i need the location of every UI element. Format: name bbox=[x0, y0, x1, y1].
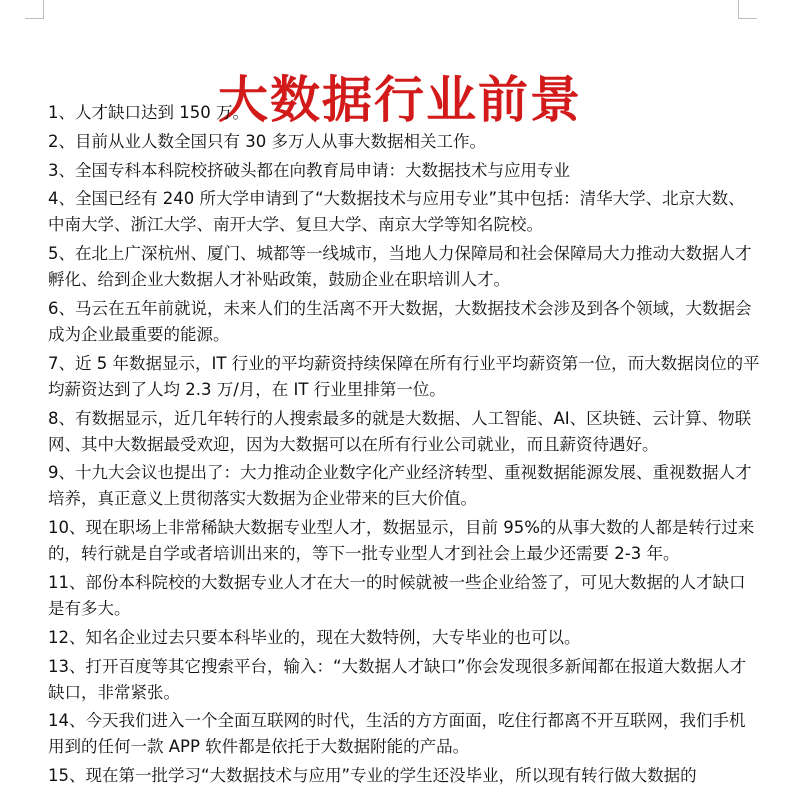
list-item: 2、目前从业人数全国只有 30 多万人从事大数据相关工作。 bbox=[48, 131, 486, 151]
page-corner-mark-left bbox=[25, 0, 44, 19]
list-item: 9、十九大会议也提出了：大力推动企业数字化产业经济转型、重视数据能源发展、重视数据人才培养，真正意义上贯彻落实大数据为企业带来的巨大价值。 bbox=[48, 463, 752, 509]
list-item: 15、现在第一批学习“大数据技术与应用”专业的学生还没毕业，所以现有转行做大数据的 bbox=[48, 766, 697, 786]
list-item: 14、今天我们进入一个全面互联网的时代，生活的方方面面，吃住行都离不开互联网，我们手机用到的任何一款 APP 软件都是依托于大数据附能的产品。 bbox=[48, 711, 746, 757]
list-item: 8、有数据显示，近几年转行的人搜索最多的就是大数据、人工智能、AI、区块链、云计算、物联网、其中大数据最受欢迎，因为大数据可以在所有行业公司就业，而且薪资待遇好。 bbox=[48, 408, 752, 454]
list-item: 7、近 5 年数据显示，IT 行业的平均薪资持续保障在所有行业平均薪资第一位，而大数据岗位的平均薪资达到了人均 2.3 万/月，在 IT 行业里排第一位。 bbox=[48, 353, 760, 399]
page-title: 大数据行业前景 bbox=[218, 69, 582, 129]
list-item: 3、全国专科本科院校挤破头都在向教育局申请：大数据技术与应用专业 bbox=[48, 160, 570, 180]
list-item: 6、马云在五年前就说，未来人们的生活离不开大数据，大数据技术会涉及到各个领域，大数据会成为企业最重要的能源。 bbox=[48, 298, 752, 344]
list-item: 5、在北上广深杭州、厦门、城都等一线城市，当地人力保障局和社会保障局大力推动大数据人才孵化、给到企业大数据人才补贴政策，鼓励企业在职培训人才。 bbox=[48, 244, 752, 290]
item-list bbox=[48, 100, 760, 792]
list-item: 4、全国已经有 240 所大学申请到了“大数据技术与应用专业”其中包括：清华大学、北京大数、中南大学、浙江大学、南开大学、复旦大学、南京大学等知名院校。 bbox=[48, 189, 745, 235]
list-item: 12、知名企业过去只要本科毕业的，现在大数特例，大专毕业的也可以。 bbox=[48, 627, 581, 647]
list-item: 1、人才缺口达到 150 万。 bbox=[48, 103, 249, 122]
list-item: 13、打开百度等其它搜索平台，输入：“大数据人才缺口”你会发现很多新闻都在报道大数据人才缺口，非常紧张。 bbox=[48, 656, 747, 702]
page-corner-mark-right bbox=[738, 0, 757, 19]
list-item: 10、现在职场上非常稀缺大数据专业型人才，数据显示，目前 95%的从事大数的人都是转行过来的，转行就是自学或者培训出来的，等下一批专业型人才到社会上最少还需要 2-3 年。 bbox=[48, 518, 755, 564]
list-item: 11、部份本科院校的大数据专业人才在大一的时候就被一些企业给签了，可见大数据的人才缺口是有多大。 bbox=[48, 572, 746, 618]
